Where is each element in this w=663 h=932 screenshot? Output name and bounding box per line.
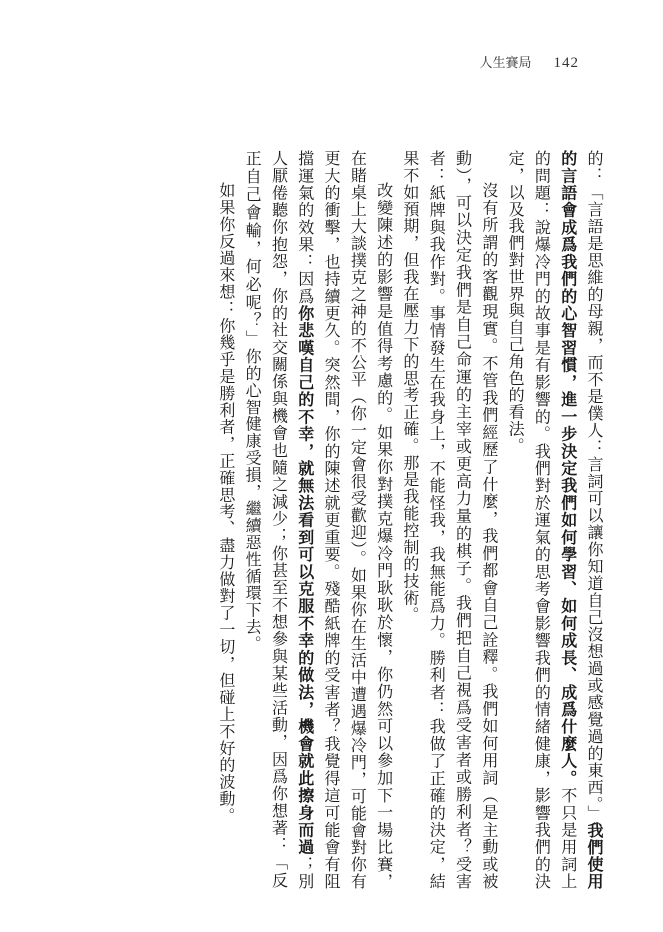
text-run: ；別人厭倦聽你抱怨，你的社交關係與機會也隨之減少；你甚至不想參與某些活動，因爲你想著：: [269, 150, 315, 890]
text-run: 如果你反過來想：你幾乎是勝利者，正確思考、盡力做對了一切，但碰上不好的波動。: [216, 182, 236, 825]
bold-text: 我們使用的言語會成爲我們的心智習慣，進一步決定我們如何學習、如何成長、成爲什麼人。: [558, 150, 604, 890]
paragraph: [397, 150, 502, 890]
paragraph: [502, 150, 607, 890]
bold-text: 你悲嘆自己的不幸，就無法看到可以克服不幸的做法，機會就此擦身而過: [295, 304, 315, 856]
paragraph: [213, 150, 239, 890]
book-title: 人生賽局: [479, 56, 532, 71]
text-run: 沒有所謂的客觀現實。不管我們經歷了什麼，我們都會自己詮釋。我們如何用詞（是主動或被動），可以決定我們是自己命運的主宰或更高力量的棋子。我們把自己視爲受害者或勝利者？受害者：紙牌與我作對。事情發生在我身上，不能怪我，我無能爲力。勝利者：我做了正確的決定，結果不如預期，但我在壓力下的思考正確。那是我能控制的技術。: [400, 150, 499, 890]
text-run: 改變陳述的影響是值得考慮的。如果你對撲克爆冷門耿耿於懷，你仍然可以參加下一場比賽，在賭桌上大談撲克之神的不公平（你一定會很受歡迎）。如果你在生活中遭遇爆冷門，可能會對你有更大的衝擊，也持續更久。突然間，你的陳述就更重要。殘酷紙牌的受害者？我覺得這可能會有阻擋運氣的效果：因爲: [295, 150, 394, 890]
paragraph: [239, 150, 397, 890]
text-run: 你的心智健康受損，繼續惡性循環下去。: [243, 348, 263, 653]
page-header: [479, 52, 579, 72]
text-run: 不只是用詞上的問題：說爆冷門的故事是有影響的。我們對於運氣的思考會影響我們的情緒健康，影響我們的決定，以及我們對世界與自己角色的看法。: [506, 150, 578, 890]
quote-text: 「反正自己會輸，何必呢？」: [243, 150, 289, 890]
text-run: 的：「言語是思維的母親，而不是僕人：言詞可以讓你知道自己沒想過或感覺過的東西。」: [585, 150, 604, 823]
page-number: 142: [553, 55, 579, 71]
body-text: [47, 150, 607, 890]
